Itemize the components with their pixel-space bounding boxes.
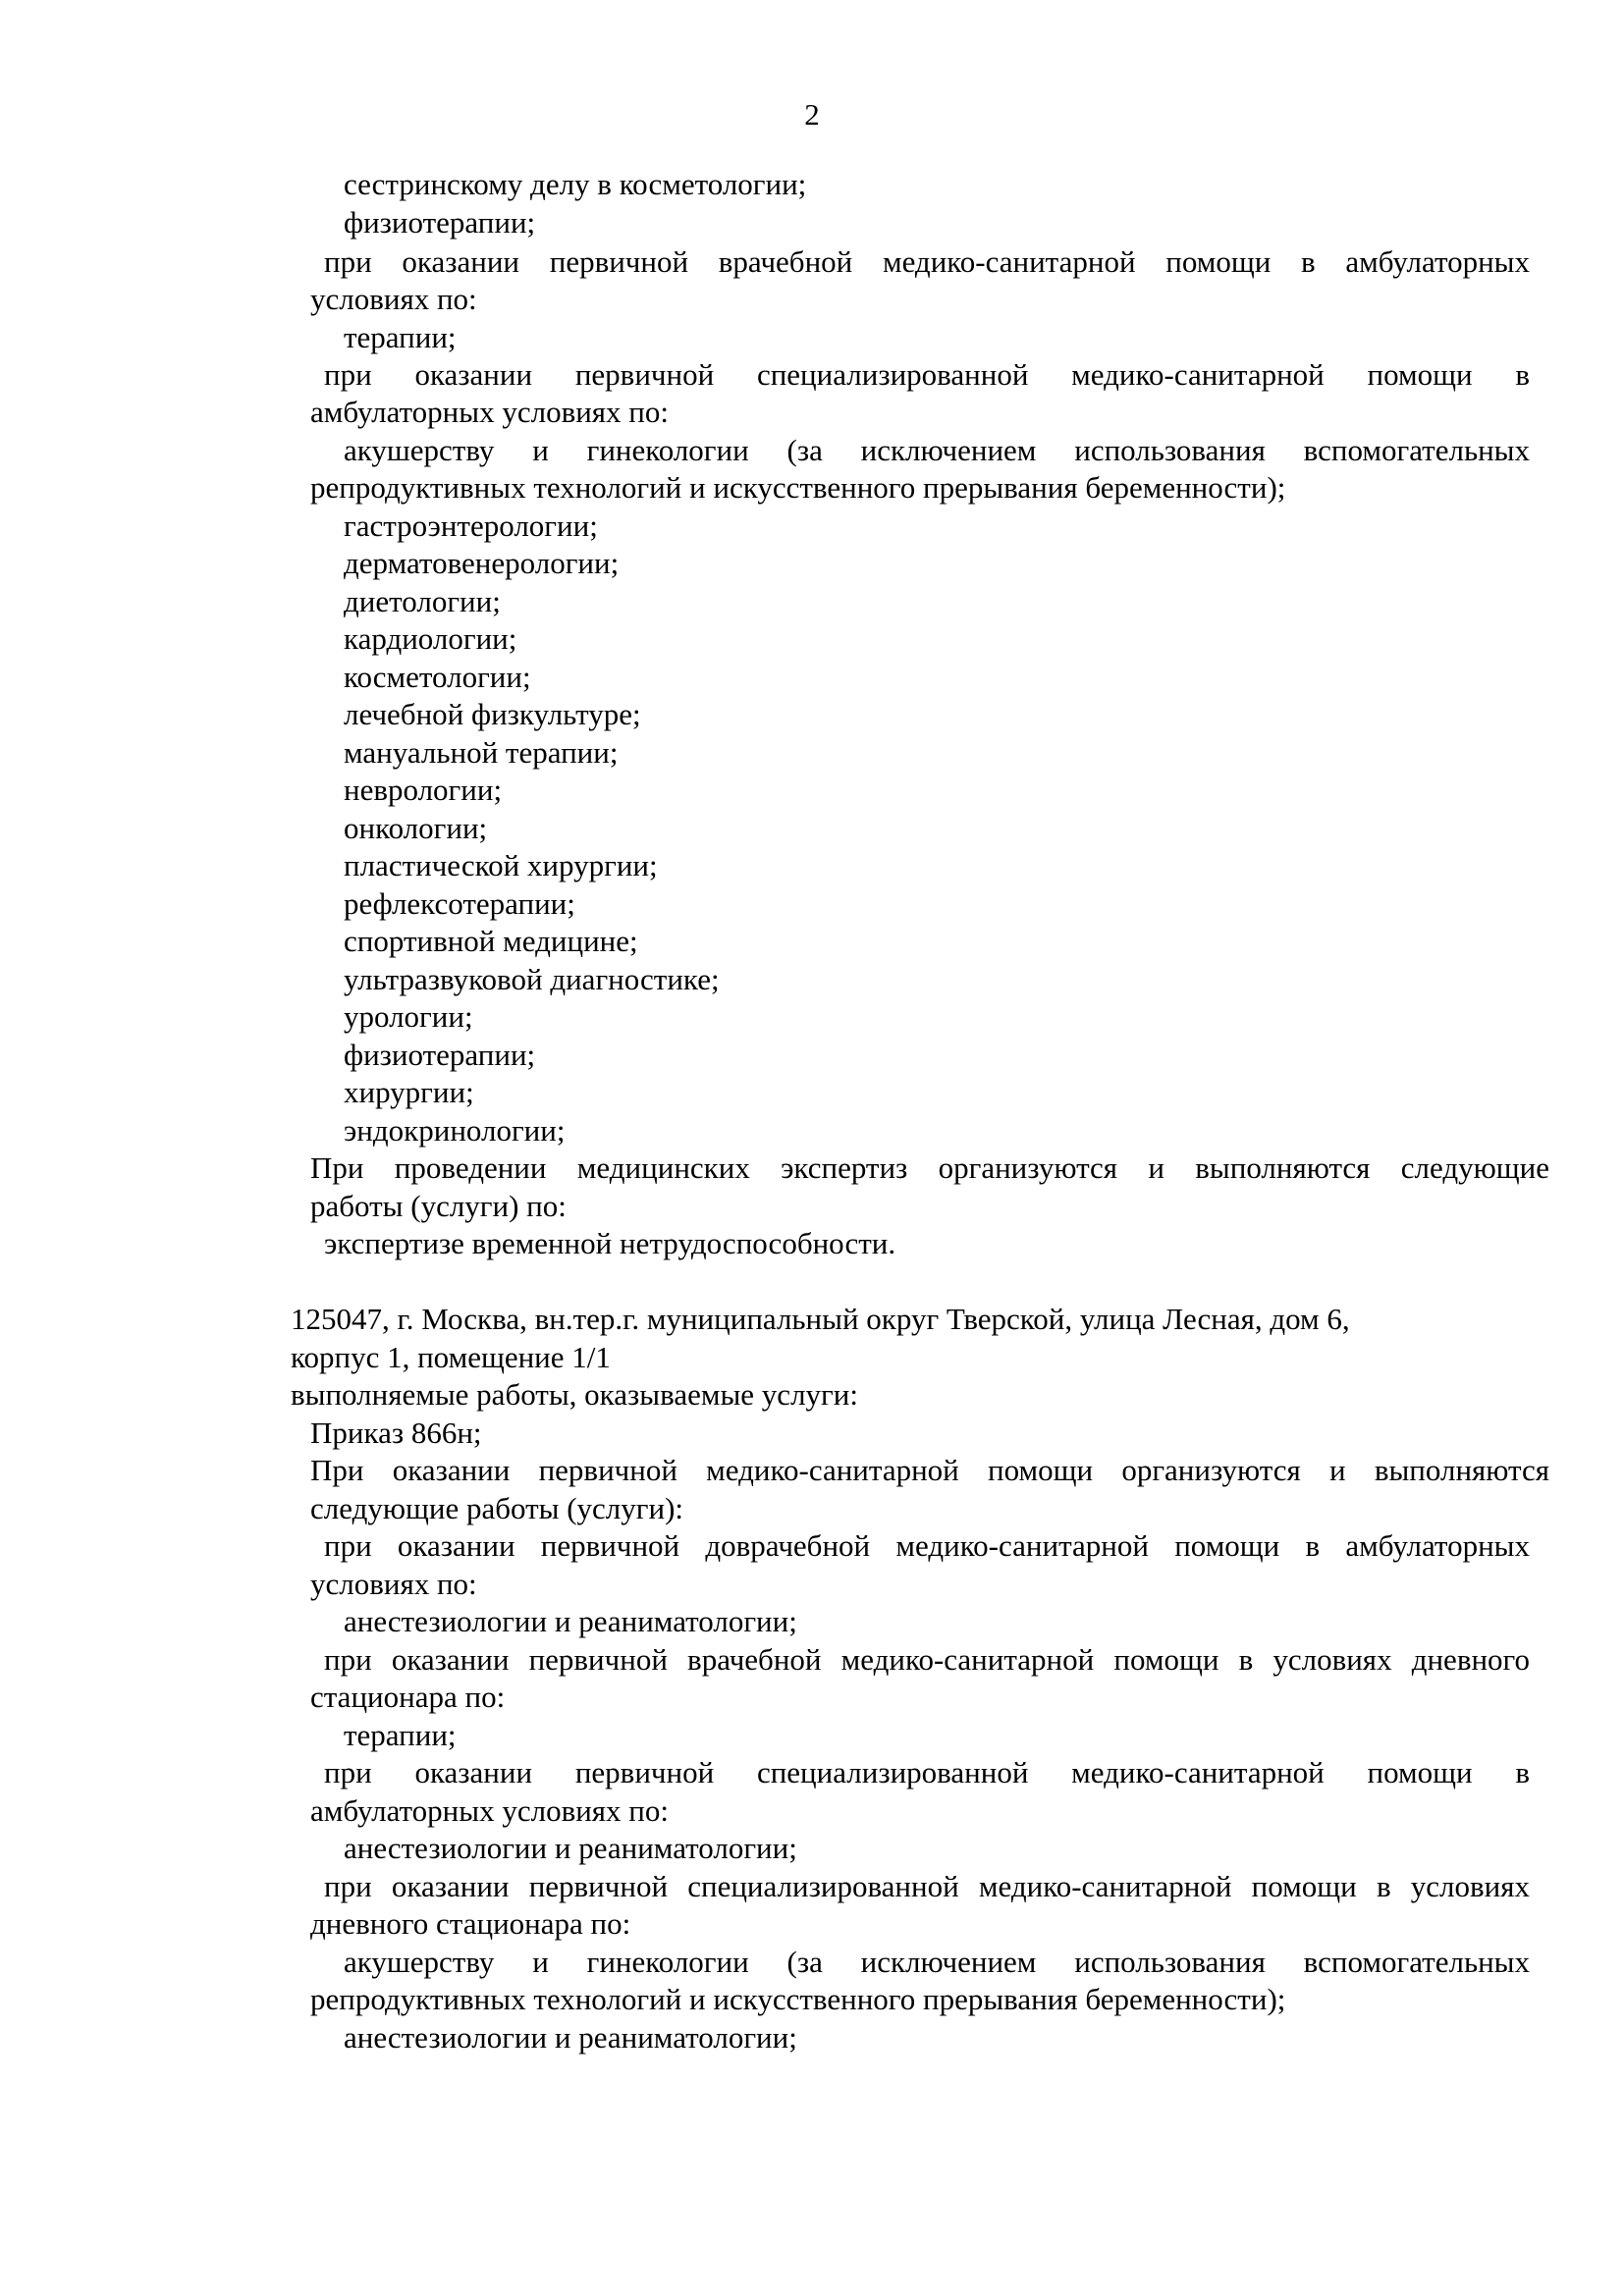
paragraph-line: репродуктивных технологий и искусственного прерывания беременности); — [310, 1982, 1286, 2016]
list-item: терапии; — [344, 1718, 457, 1752]
paragraph-line: при оказании первичной специализированной медико-санитарной помощи в условиях — [324, 1869, 1530, 1903]
paragraph-line: при оказании первичной доврачебной медико-санитарной помощи в амбулаторных — [324, 1528, 1530, 1563]
paragraph-line: репродуктивных технологий и искусственного прерывания беременности); — [310, 470, 1286, 505]
list-item: кардиологии; — [344, 621, 517, 656]
paragraph-line: работы (услуги) по: — [310, 1189, 567, 1223]
list-item: онкологии; — [344, 811, 488, 845]
paragraph-line: амбулаторных условиях по: — [310, 395, 670, 429]
list-item: лечебной физкультуре; — [344, 697, 641, 731]
list-item: терапии; — [344, 320, 457, 354]
list-item: анестезиологии и реаниматологии; — [344, 1831, 797, 1865]
paragraph-line: при оказании первичной специализированной медико-санитарной помощи в — [324, 357, 1530, 392]
paragraph-line: При проведении медицинских экспертиз организуются и выполняются следующие — [310, 1150, 1549, 1185]
paragraph-line: амбулаторных условиях по: — [310, 1793, 670, 1828]
list-item: рефлексотерапии; — [344, 886, 575, 921]
list-item: гастроэнтерологии; — [344, 508, 598, 543]
list-item: косметологии; — [344, 660, 531, 694]
paragraph-line: акушерству и гинекологии (за исключением использования вспомогательных — [344, 1945, 1530, 1979]
list-item: экспертизе временной нетрудоспособности. — [324, 1226, 896, 1260]
list-item: диетологии; — [344, 584, 501, 618]
list-item: ультразвуковой диагностике; — [344, 962, 720, 996]
paragraph-line: следующие работы (услуги): — [310, 1491, 684, 1525]
paragraph-line: выполняемые работы, оказываемые услуги: — [291, 1377, 858, 1412]
list-item: анестезиологии и реаниматологии; — [344, 2020, 797, 2055]
paragraph-line: При оказании первичной медико-санитарной помощи организуются и выполняются — [310, 1453, 1549, 1487]
paragraph-line: акушерству и гинекологии (за исключением использования вспомогательных — [344, 433, 1530, 467]
page-number: 2 — [804, 97, 820, 132]
list-item: эндокринологии; — [344, 1113, 566, 1148]
list-item: дерматовенерологии; — [344, 546, 620, 580]
list-item: пластической хирургии; — [344, 848, 658, 882]
list-item: неврологии; — [344, 773, 503, 807]
paragraph-line: при оказании первичной врачебной медико-санитарной помощи в амбулаторных — [324, 244, 1530, 279]
list-item: спортивной медицине; — [344, 924, 638, 958]
list-item: анестезиологии и реаниматологии; — [344, 1604, 797, 1638]
paragraph-line: дневного стационара по: — [310, 1906, 631, 1941]
paragraph-line: стационара по: — [310, 1680, 506, 1714]
list-item: урологии; — [344, 999, 473, 1034]
list-item: сестринскому делу в косметологии; — [344, 167, 807, 201]
paragraph-line: условиях по: — [310, 1567, 477, 1601]
address-line: 125047, г. Москва, вн.тер.г. муниципальный округ Тверской, улица Лесная, дом 6, — [291, 1302, 1350, 1336]
list-item: мануальной терапии; — [344, 735, 619, 770]
paragraph-line: условиях по: — [310, 282, 477, 316]
list-item: хирургии; — [344, 1075, 474, 1109]
list-item: физиотерапии; — [344, 1038, 536, 1072]
paragraph-line: при оказании первичной специализированной медико-санитарной помощи в — [324, 1755, 1530, 1789]
list-item: физиотерапии; — [344, 205, 536, 240]
paragraph-line: при оказании первичной врачебной медико-санитарной помощи в условиях дневного — [324, 1642, 1530, 1677]
address-line: корпус 1, помещение 1/1 — [291, 1340, 611, 1374]
paragraph-line: Приказ 866н; — [310, 1415, 482, 1450]
